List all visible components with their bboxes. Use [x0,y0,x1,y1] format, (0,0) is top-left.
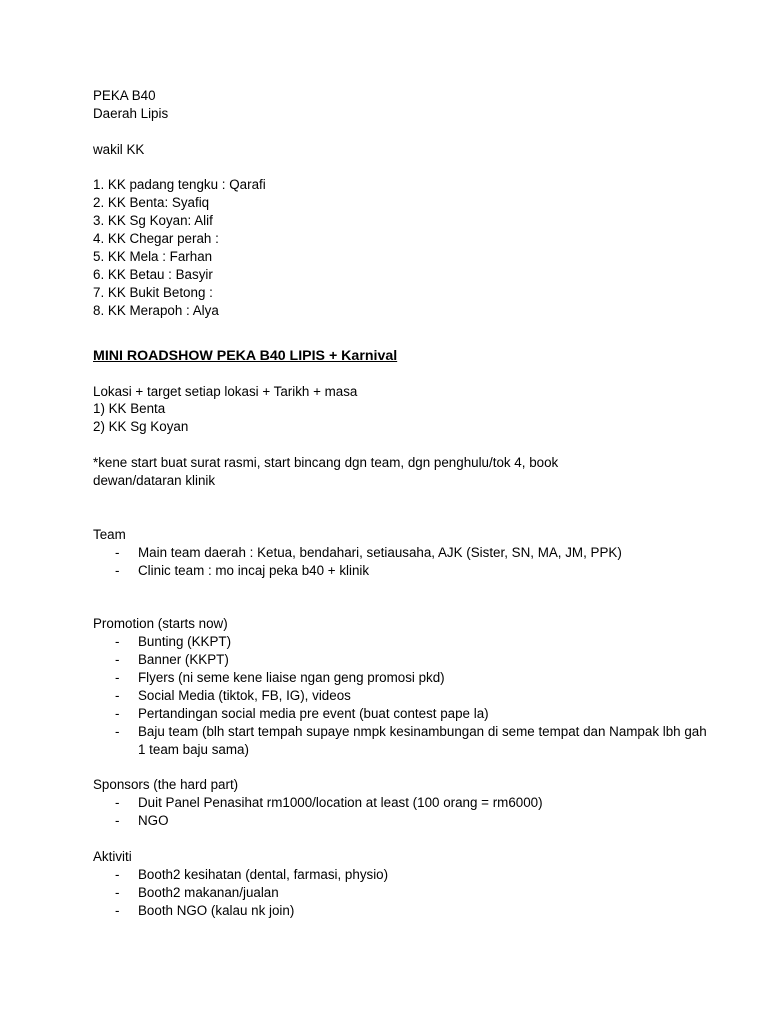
list-item-text: Pertandingan social media pre event (buat contest pape la) [138,705,489,721]
promotion-label: Promotion (starts now) [93,616,228,632]
bullet-marker: - [115,634,120,650]
list-item [93,812,713,830]
spacer [93,123,713,141]
list-item [93,705,713,723]
bullet-marker: - [115,705,120,721]
team-label: Team [93,526,126,542]
list-item [93,687,713,705]
wakil-item: 3. KK Sg Koyan: Alif [93,213,213,229]
list-item [93,794,713,812]
list-item [93,866,713,884]
lokasi-item: 2) KK Sg Koyan [93,419,189,435]
bullet-marker: - [115,562,120,578]
list-item [93,651,713,669]
list-item [93,723,713,759]
list-item [93,884,713,902]
aktiviti-label: Aktiviti [93,848,132,864]
sponsors-label: Sponsors (the hard part) [93,777,239,793]
sponsors-list [93,794,713,830]
spacer [93,758,713,776]
list-item-text: Booth2 kesihatan (dental, farmasi, physio) [138,866,389,882]
list-item [93,562,713,580]
lokasi-item: 1) KK Benta [93,401,166,417]
team-list [93,544,713,580]
document-subtitle: Daerah Lipis [93,105,169,121]
bullet-marker: - [115,866,120,882]
spacer [93,830,713,848]
lokasi-text: Lokasi + target setiap lokasi + Tarikh + masa [93,383,358,399]
wakil-item: 4. KK Chegar perah : [93,231,219,247]
wakil-item: 5. KK Mela : Farhan [93,249,213,265]
bullet-marker: - [115,687,120,703]
bullet-marker: - [115,544,120,560]
bullet-marker: - [115,813,120,829]
wakil-label: wakil KK [93,141,145,157]
spacer [93,597,713,615]
list-item-text: Baju team (blh start tempah supaye nmpk kesinambungan di seme tempat dan Nampak lbh gah 1 team baju sama) [138,723,707,757]
document-page [93,87,713,920]
list-item-text: Flyers (ni seme kene liaise ngan geng promosi pkd) [138,669,445,685]
list-item-text: Duit Panel Penasihat rm1000/location at least (100 orang = rm6000) [138,795,543,811]
list-item-text: Booth2 makanan/jualan [138,884,279,900]
bullet-marker: - [115,669,120,685]
list-item-text: Clinic team : mo incaj peka b40 + klinik [138,562,370,578]
spacer [93,508,713,526]
wakil-item: 1. KK padang tengku : Qarafi [93,177,266,193]
bullet-marker: - [115,723,120,739]
aktiviti-list [93,866,713,920]
wakil-list [93,176,713,319]
wakil-item: 7. KK Bukit Betong : [93,284,213,300]
list-item-text: Main team daerah : Ketua, bendahari, setiausaha, AJK (Sister, SN, MA, JM, PPK) [138,544,622,560]
spacer [93,490,713,508]
roadshow-note: *kene start buat surat rasmi, start bincang dgn team, dgn penghulu/tok 4, book dewan/dataran klinik [93,455,559,489]
wakil-item: 2. KK Benta: Syafiq [93,195,210,211]
list-item [93,544,713,562]
promotion-list [93,633,713,758]
bullet-marker: - [115,652,120,668]
list-item-text: Social Media (tiktok, FB, IG), videos [138,687,351,703]
wakil-item: 8. KK Merapoh : Alya [93,302,219,318]
roadshow-heading: MINI ROADSHOW PEKA B40 LIPIS + Karnival [93,347,398,364]
spacer [93,579,713,597]
list-item-text: Booth NGO (kalau nk join) [138,902,295,918]
spacer [93,320,713,346]
list-item [93,902,713,920]
bullet-marker: - [115,795,120,811]
spacer [93,159,713,177]
list-item-text: NGO [138,813,169,829]
document-title: PEKA B40 [93,88,156,103]
spacer [93,436,713,454]
list-item-text: Banner (KKPT) [138,652,229,668]
list-item [93,669,713,687]
list-item-text: Bunting (KKPT) [138,634,232,650]
list-item [93,633,713,651]
bullet-marker: - [115,902,120,918]
bullet-marker: - [115,884,120,900]
wakil-item: 6. KK Betau : Basyir [93,266,213,282]
